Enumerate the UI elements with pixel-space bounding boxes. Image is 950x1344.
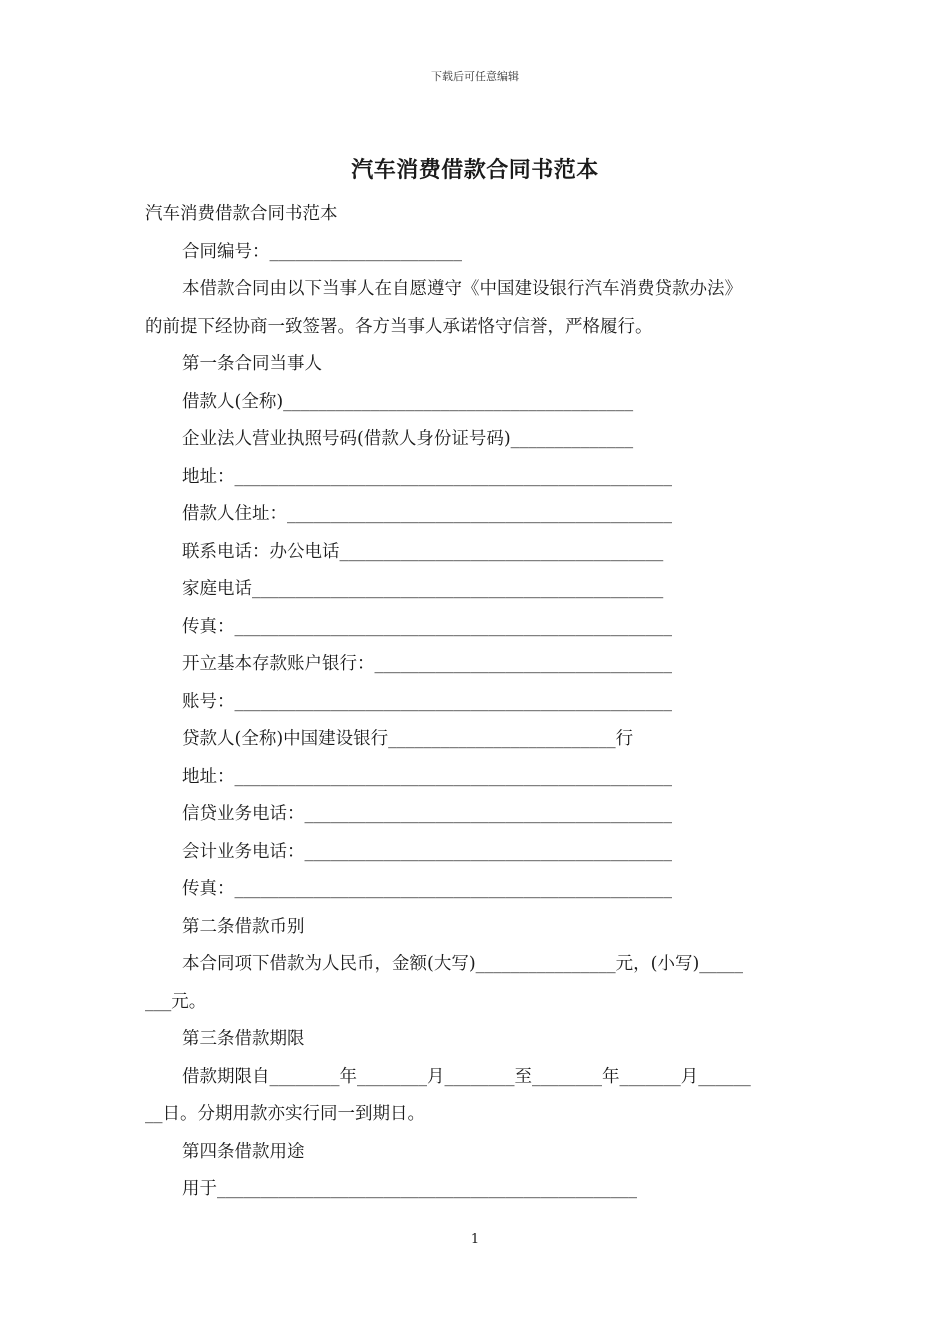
loan-amount-line-2: ___元。 — [145, 991, 207, 1012]
business-license-line: 企业法人营业执照号码(借款人身份证号码)______________ — [182, 429, 634, 449]
deposit-bank-line: 开立基本存款账户银行：__________________________________ — [182, 654, 672, 674]
loan-term-line-1: 借款期限自________年________月________至________年_______月______ — [182, 1066, 751, 1087]
doc-subtitle-line: 汽车消费借款合同书范本 — [145, 204, 338, 224]
article-3-heading: 第三条借款期限 — [182, 1029, 305, 1049]
loan-purpose-line: 用于________________________________________________ — [182, 1179, 637, 1199]
article-1-heading: 第一条合同当事人 — [182, 354, 322, 374]
loan-amount-line-1: 本合同项下借款为人民币，金额(大写)________________元，(小写)_____ — [182, 954, 744, 974]
preamble-line-1: 本借款合同由以下当事人在自愿遵守《中国建设银行汽车消费贷款办法》 — [182, 279, 742, 299]
contract-body — [145, 196, 810, 1209]
lender-address-line: 地址：__________________________________________________ — [182, 766, 672, 787]
lender-name-line: 贷款人(全称)中国建设银行__________________________行 — [182, 729, 634, 749]
contract-number-line: 合同编号：______________________ — [182, 241, 462, 262]
borrower-fax-line: 传真：__________________________________________________ — [182, 616, 672, 637]
article-2-heading: 第二条借款币别 — [182, 916, 305, 937]
office-phone-line: 联系电话：办公电话_____________________________________ — [182, 541, 664, 562]
borrower-residence-line: 借款人住址：____________________________________________ — [182, 504, 672, 524]
home-phone-line: 家庭电话_______________________________________________ — [182, 579, 664, 599]
lender-fax-line: 传真：__________________________________________________ — [182, 879, 672, 899]
loan-term-line-2: __日。分期用款亦实行同一到期日。 — [145, 1104, 425, 1124]
account-number-line: 账号：__________________________________________________ — [182, 691, 672, 712]
borrower-name-line: 借款人(全称)________________________________________ — [182, 391, 634, 412]
document-title: 汽车消费借款合同书范本 — [351, 157, 599, 183]
credit-phone-line: 信贷业务电话：__________________________________________ — [182, 804, 672, 824]
header-note: 下载后可任意编辑 — [431, 70, 519, 83]
preamble-line-2: 的前提下经协商一致签署。各方当事人承诺恪守信誉，严格履行。 — [145, 316, 653, 337]
accounting-phone-line: 会计业务电话：__________________________________________ — [182, 841, 672, 862]
borrower-address-line: 地址：__________________________________________________ — [182, 466, 672, 487]
page-number: 1 — [470, 1232, 480, 1247]
article-4-heading: 第四条借款用途 — [182, 1141, 305, 1162]
